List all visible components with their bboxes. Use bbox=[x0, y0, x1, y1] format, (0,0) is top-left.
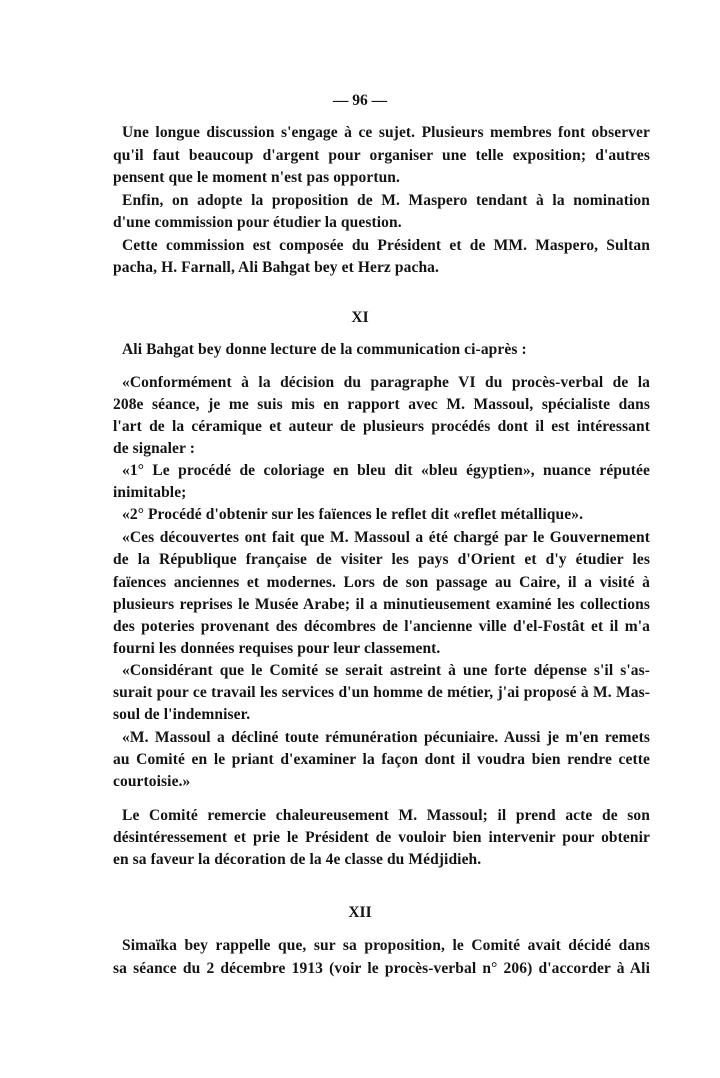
text-line: d'une commission pour étudier la question. bbox=[113, 214, 402, 231]
text-line: «Ces découvertes ont fait que M. Massoul a été chargé par le Gouvernement bbox=[122, 529, 650, 546]
text-line: «2° Procédé d'obtenir sur les faïences le reflet dit «reflet métallique». bbox=[122, 506, 584, 523]
text-line: plusieurs reprises le Musée Arabe; il a minutieusement examiné les collections bbox=[113, 596, 650, 613]
text-line: Ali Bahgat bey donne lecture de la communication ci-après : bbox=[122, 341, 527, 358]
text-line: de signaler : bbox=[113, 440, 195, 457]
text-line: «Considérant que le Comité se serait astreint à une forte dépense s'il s'as- bbox=[122, 662, 650, 679]
text-line: inimitable; bbox=[113, 484, 187, 501]
section-heading: XI bbox=[351, 309, 369, 326]
text-line: surait pour ce travail les services d'un homme de métier, j'ai proposé à M. Mas- bbox=[113, 684, 650, 701]
text-line: fourni les données requises pour leur classement. bbox=[113, 640, 441, 657]
text-line: Une longue discussion s'engage à ce sujet. Plusieurs membres font observer bbox=[122, 124, 650, 141]
text-line: désintéressement et prie le Président de vouloir bien intervenir pour obtenir bbox=[113, 829, 650, 846]
text-line: faïences anciennes et modernes. Lors de son passage au Caire, il a visité à bbox=[113, 574, 650, 591]
text-line: soul de l'indemniser. bbox=[113, 706, 251, 723]
section-heading: XII bbox=[348, 904, 372, 921]
text-line: qu'il faut beaucoup d'argent pour organiser une telle exposition; d'autres bbox=[113, 147, 650, 164]
text-line: «1° Le procédé de coloriage en bleu dit «bleu égyptien», nuance réputée bbox=[122, 462, 650, 479]
text-line: de la République française de visiter les pays d'Orient et d'y étudier les bbox=[113, 551, 650, 568]
page-number: — 96 — bbox=[332, 92, 388, 109]
text-line: en sa faveur la décoration de la 4e classe du Médjidieh. bbox=[113, 851, 482, 868]
text-line: «M. Massoul a décliné toute rémunération pécuniaire. Aussi je m'en remets bbox=[122, 729, 650, 746]
text-line: 208e séance, je me suis mis en rapport avec M. Massoul, spécialiste dans bbox=[113, 396, 650, 413]
text-line: au Comité en le priant d'examiner la façon dont il voudra bien rendre cette bbox=[113, 751, 650, 768]
text-line: pacha, H. Farnall, Ali Bahgat bey et Herz pacha. bbox=[113, 259, 439, 276]
text-line: sa séance du 2 décembre 1913 (voir le procès-verbal n° 206) d'accorder à Ali bbox=[113, 960, 650, 977]
text-line: Simaïka bey rappelle que, sur sa proposition, le Comité avait décidé dans bbox=[122, 937, 650, 954]
text-line: pensent que le moment n'est pas opportun. bbox=[113, 169, 401, 186]
text-line: Enfin, on adopte la proposition de M. Maspero tendant à la nomination bbox=[122, 192, 650, 209]
text-line: courtoisie.» bbox=[113, 773, 191, 790]
text-line: l'art de la céramique et auteur de plusieurs procédés dont il est intéressant bbox=[113, 418, 650, 435]
text-line: Cette commission est composée du Président et de MM. Maspero, Sultan bbox=[122, 237, 650, 254]
text-line: «Conformément à la décision du paragraphe VI du procès-verbal de la bbox=[122, 374, 650, 391]
text-line: Le Comité remercie chaleureusement M. Massoul; il prend acte de son bbox=[122, 807, 650, 824]
text-line: des poteries provenant des décombres de l'ancienne ville d'el-Fostât et il m'a bbox=[113, 618, 650, 635]
